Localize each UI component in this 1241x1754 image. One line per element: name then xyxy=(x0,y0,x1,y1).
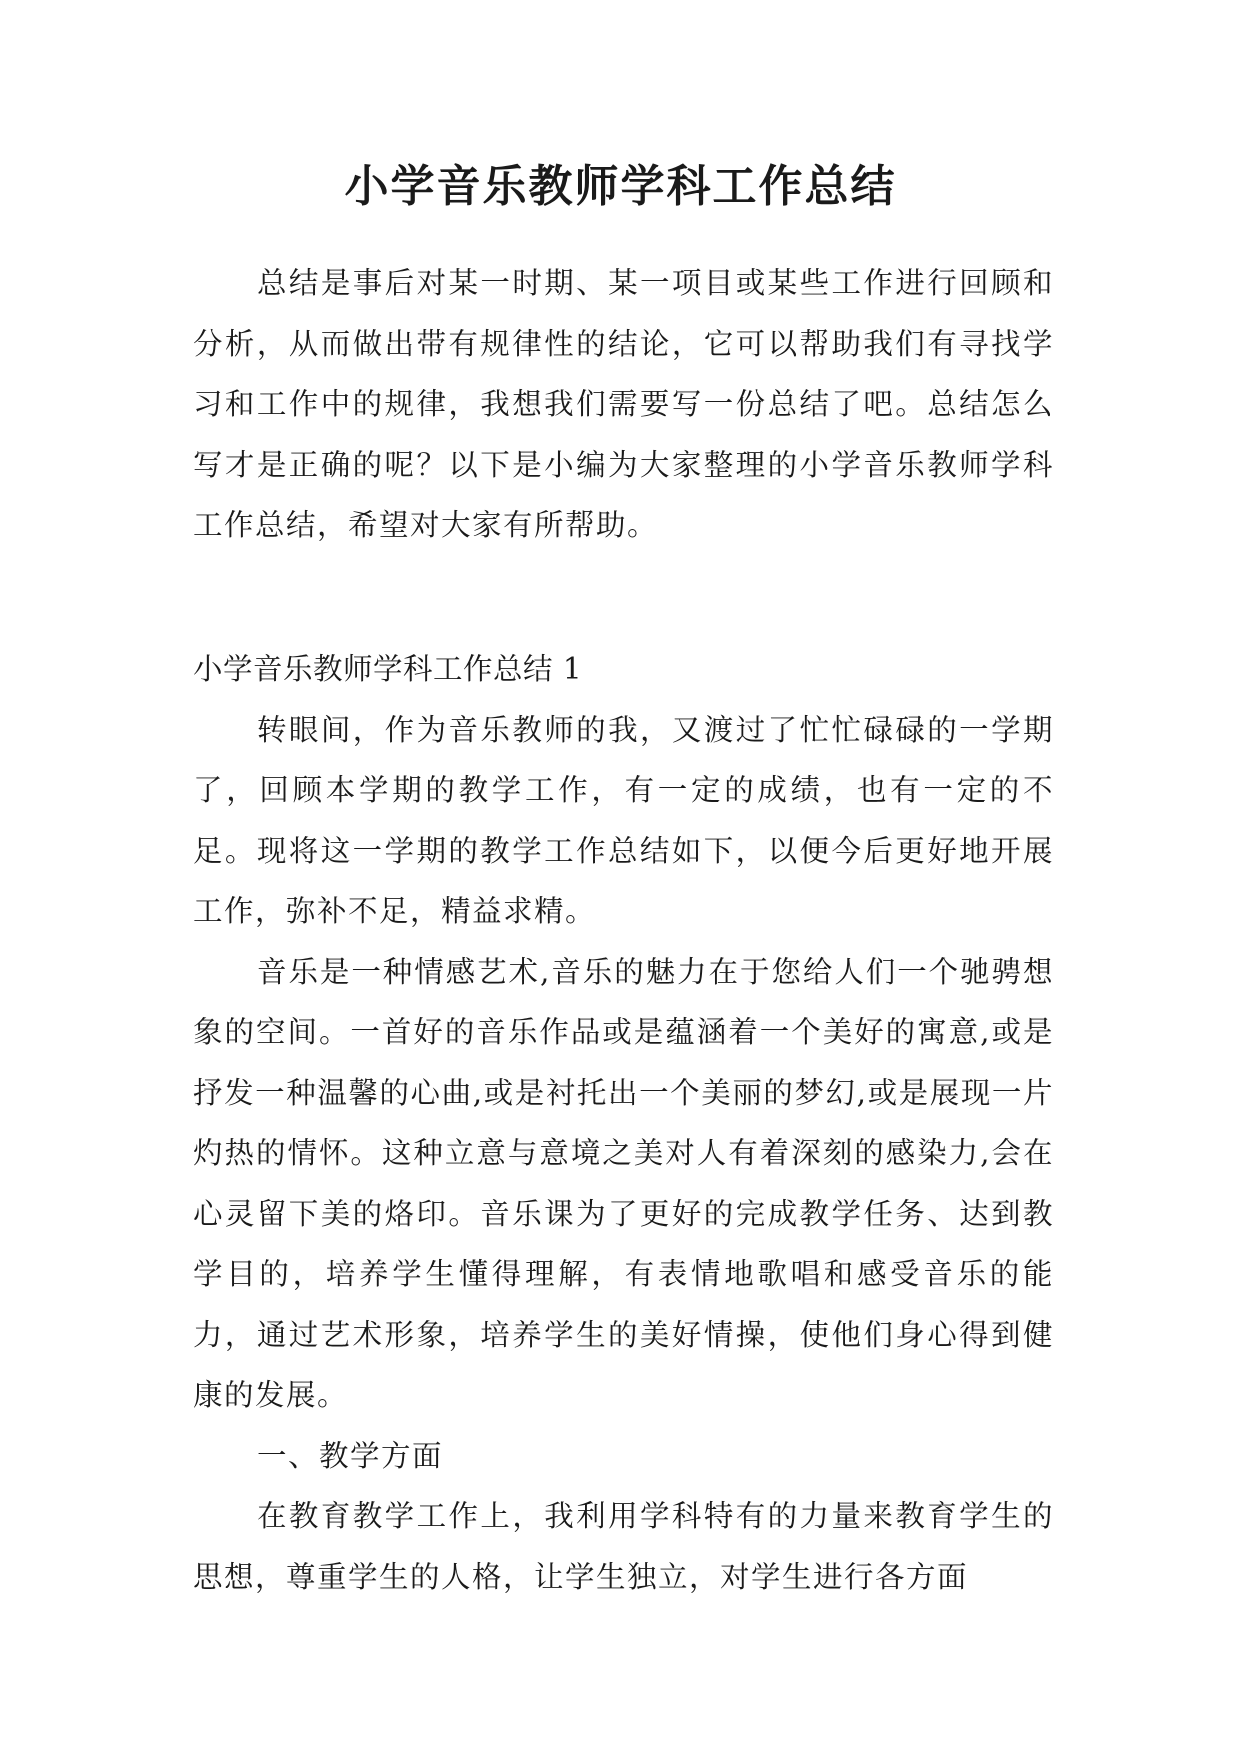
section-1 xyxy=(193,639,1054,1607)
document-title: 小学音乐教师学科工作总结 xyxy=(344,161,897,212)
intro-paragraph: 总结是事后对某一时期、某一项目或某些工作进行回顾和分析，从而做出带有规律性的结论，它可以帮助我们有寻找学习和工作中的规律，我想我们需要写一份总结了吧。总结怎么写才是正确的呢？以下是小编为大家整理的小学音乐教师学科工作总结，希望对大家有所帮助。 xyxy=(193,266,1054,542)
paragraph-2: 音乐是一种情感艺术,音乐的魅力在于您给人们一个驰骋想象的空间。一首好的音乐作品或是蕴涵着一个美好的寓意,或是抒发一种温馨的心曲,或是衬托出一个美丽的梦幻,或是展现一片灼热的情怀。这种立意与意境之美对人有着深刻的感染力,会在心灵留下美的烙印。音乐课为了更好的完成教学任务、达到教学目的，培养学生懂得理解，有表情地歌唱和感受音乐的能力，通过艺术形象，培养学生的美好情操，使他们身心得到健康的发展。 xyxy=(193,954,1054,1412)
subheading-teaching: 一、教学方面 xyxy=(257,1438,444,1473)
paragraph-3: 在教育教学工作上，我利用学科特有的力量来教育学生的思想，尊重学生的人格，让学生独立，对学生进行各方面 xyxy=(193,1499,1054,1594)
paragraph-1: 转眼间，作为音乐教师的我，又渡过了忙忙碌碌的一学期了，回顾本学期的教学工作，有一定的成绩，也有一定的不足。现将这一学期的教学工作总结如下，以便今后更好地开展工作，弥补不足，精益求精。 xyxy=(193,712,1054,928)
section-heading: 小学音乐教师学科工作总结 1 xyxy=(193,652,583,686)
